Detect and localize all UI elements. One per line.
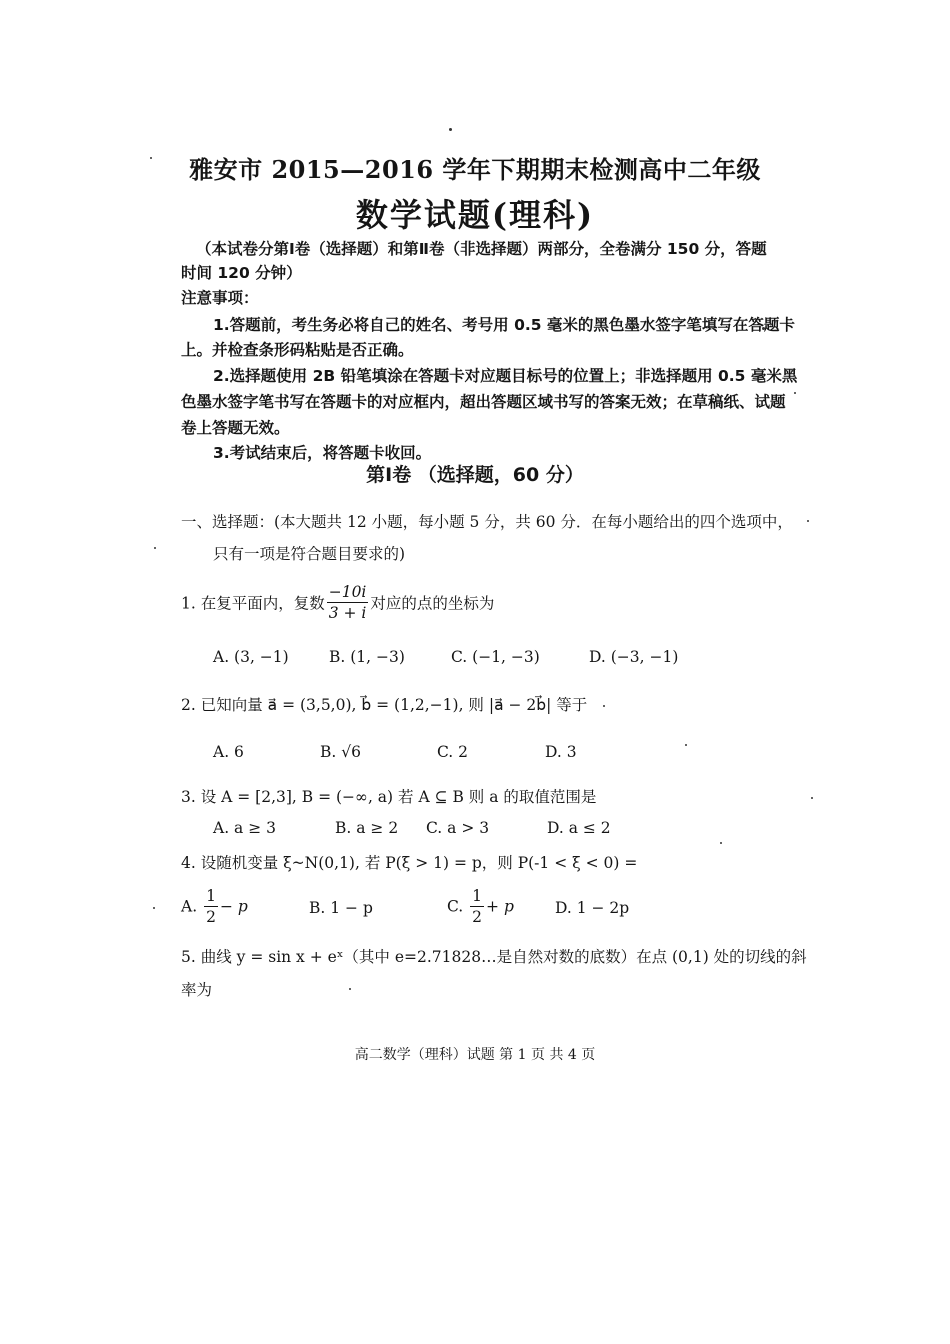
question-4: 4. 设随机变量 ξ~N(0,1), 若 P(ξ > 1) = p，则 P(-1 < ξ < 0) = bbox=[181, 854, 638, 872]
q1-option-b: B. (1, −3) bbox=[329, 648, 405, 666]
exam-title-line2: 数学试题(理科) bbox=[355, 196, 595, 234]
exam-title-line1: 雅安市 2015—2016 学年下期期末检测高中二年级 bbox=[189, 155, 761, 184]
question-1-fraction bbox=[327, 582, 369, 623]
q4-option-c-label: C. bbox=[447, 897, 464, 916]
notice-item-2-line3: 卷上答题无效。 bbox=[181, 419, 290, 437]
q2-option-d: D. 3 bbox=[545, 743, 577, 761]
q4-option-b: B. 1 − p bbox=[309, 899, 373, 917]
intro-line1: （本试卷分第Ⅰ卷（选择题）和第Ⅱ卷（非选择题）两部分，全卷满分 150 分，答题 bbox=[196, 240, 767, 258]
q3-option-d: D. a ≤ 2 bbox=[547, 819, 611, 837]
fraction-denominator: 3 + i bbox=[328, 604, 367, 622]
fraction-denominator: 2 bbox=[472, 908, 483, 926]
question-1-suffix: 对应的点的坐标为 bbox=[370, 594, 495, 613]
q2-option-c: C. 2 bbox=[437, 743, 469, 761]
q1-option-a: A. (3, −1) bbox=[213, 648, 289, 666]
scan-speck bbox=[807, 520, 809, 522]
q4-option-c-fraction bbox=[470, 886, 484, 927]
question-2: 2. 已知向量 a⃗ = (3,5,0), b⃗ = (1,2,−1), 则 |a⃗ − 2b⃗| 等于 bbox=[181, 696, 588, 714]
notice-item-1-line1: 1.答题前，考生务必将自己的姓名、考号用 0.5 毫米的黑色墨水签字笔填写在答题卡 bbox=[213, 316, 795, 334]
q4-option-a-label: A. bbox=[181, 897, 198, 916]
notice-item-1-line2: 上。并检查条形码粘贴是否正确。 bbox=[181, 341, 414, 359]
section-instruction-line2: 只有一项是符合题目要求的) bbox=[213, 545, 406, 563]
fraction-numerator: −10i bbox=[328, 583, 367, 601]
q4-option-d: D. 1 − 2p bbox=[555, 899, 630, 917]
q1-option-d: D. (−3, −1) bbox=[589, 648, 679, 666]
section-heading: 第Ⅰ卷 （选择题，60 分） bbox=[366, 464, 584, 486]
notice-item-3: 3.考试结束后，将答题卡收回。 bbox=[213, 444, 432, 462]
scan-speck bbox=[349, 988, 351, 990]
scan-speck bbox=[720, 842, 722, 844]
question-5-line2: 率为 bbox=[181, 981, 213, 999]
section-instruction-line1: 一、选择题：(本大题共 12 小题，每小题 5 分，共 60 分．在每小题给出的四个选项中， bbox=[181, 513, 793, 531]
q4-option-a-fraction bbox=[204, 886, 218, 927]
notice-heading: 注意事项： bbox=[181, 289, 259, 307]
notice-item-2-line1: 2.选择题使用 2B 铅笔填涂在答题卡对应题目标号的位置上；非选择题用 0.5 毫米黑 bbox=[213, 367, 798, 385]
notice-item-2-line2: 色墨水签字笔书写在答题卡的对应框内，超出答题区域书写的答案无效；在草稿纸、试题 bbox=[181, 393, 786, 411]
scan-speck bbox=[794, 392, 796, 394]
scan-speck bbox=[154, 547, 156, 549]
question-1 bbox=[181, 582, 494, 623]
q2-option-b: B. √6 bbox=[320, 743, 361, 761]
scan-speck bbox=[449, 128, 452, 131]
q1-option-c: C. (−1, −3) bbox=[451, 648, 540, 666]
q4-option-c bbox=[447, 886, 514, 927]
question-1-prefix: 1. 在复平面内，复数 bbox=[181, 594, 325, 613]
fraction-numerator: 1 bbox=[206, 887, 216, 905]
scan-speck bbox=[603, 705, 605, 707]
scan-speck bbox=[153, 907, 155, 909]
q3-option-a: A. a ≥ 3 bbox=[213, 819, 276, 837]
q3-option-b: B. a ≥ 2 bbox=[335, 819, 399, 837]
fraction-denominator: 2 bbox=[206, 908, 216, 926]
scan-speck bbox=[811, 797, 813, 799]
page-footer: 高二数学（理科）试题 第 1 页 共 4 页 bbox=[354, 1047, 596, 1063]
q4-option-c-tail: + p bbox=[486, 897, 514, 916]
q2-option-a: A. 6 bbox=[213, 743, 244, 761]
intro-line2: 时间 120 分钟） bbox=[181, 264, 302, 282]
question-3: 3. 设 A = [2,3], B = (−∞, a) 若 A ⊆ B 则 a 的取值范围是 bbox=[181, 788, 597, 806]
q3-option-c: C. a > 3 bbox=[426, 819, 490, 837]
fraction-numerator: 1 bbox=[472, 887, 483, 905]
q4-option-a-tail: − p bbox=[219, 897, 248, 916]
q4-option-a bbox=[181, 886, 248, 927]
question-5-line1: 5. 曲线 y = sin x + eˣ（其中 e=2.71828…是自然对数的底数）在点 (0,1) 处的切线的斜 bbox=[181, 948, 807, 966]
scan-speck bbox=[685, 744, 687, 746]
